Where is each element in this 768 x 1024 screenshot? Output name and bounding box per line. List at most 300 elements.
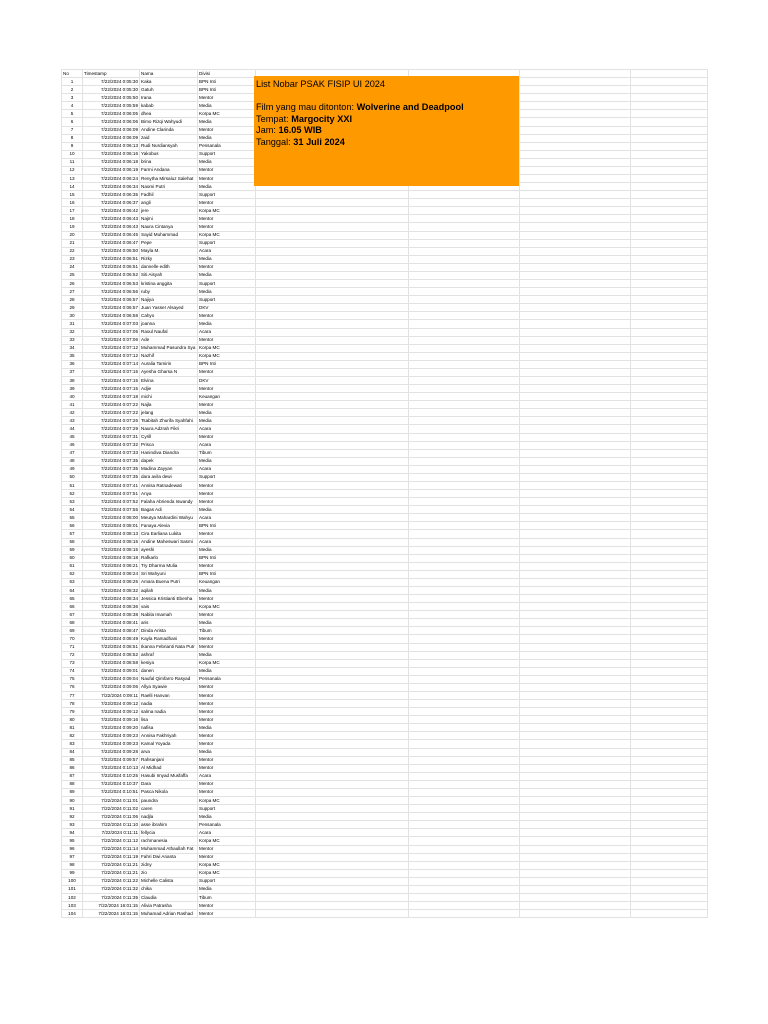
cell-nama[interactable]: kristina anggita	[140, 280, 198, 288]
cell-divisi[interactable]: Support	[198, 239, 256, 247]
cell-no[interactable]: 33	[62, 336, 83, 344]
cell-timestamp[interactable]: 7/22/2024 0:07:33	[83, 449, 140, 457]
cell-divisi[interactable]: Media	[198, 320, 256, 328]
empty-cell[interactable]	[520, 578, 631, 586]
cell-no[interactable]: 48	[62, 457, 83, 465]
cell-timestamp[interactable]: 7/22/2024 0:06:09	[83, 126, 140, 134]
cell-no[interactable]: 66	[62, 603, 83, 611]
empty-cell[interactable]	[631, 70, 708, 78]
empty-cell[interactable]	[631, 393, 708, 401]
cell-timestamp[interactable]: 7/22/2024 0:06:24	[83, 175, 140, 183]
empty-cell[interactable]	[256, 401, 409, 409]
empty-cell[interactable]	[256, 845, 409, 853]
empty-cell[interactable]	[631, 142, 708, 150]
empty-cell[interactable]	[409, 885, 520, 893]
cell-divisi[interactable]: Tibum	[198, 449, 256, 457]
cell-no[interactable]: 81	[62, 724, 83, 732]
cell-nama[interactable]: paundra	[140, 797, 198, 805]
empty-cell[interactable]	[256, 603, 409, 611]
empty-cell[interactable]	[256, 659, 409, 667]
empty-cell[interactable]	[409, 481, 520, 489]
cell-divisi[interactable]: Mentor	[198, 385, 256, 393]
cell-no[interactable]: 35	[62, 352, 83, 360]
cell-no[interactable]: 67	[62, 611, 83, 619]
cell-nama[interactable]: lisa	[140, 716, 198, 724]
empty-cell[interactable]	[256, 683, 409, 691]
empty-cell[interactable]	[520, 675, 631, 683]
empty-cell[interactable]	[256, 352, 409, 360]
cell-nama[interactable]: vais	[140, 603, 198, 611]
empty-cell[interactable]	[520, 126, 631, 134]
empty-cell[interactable]	[520, 643, 631, 651]
cell-timestamp[interactable]: 7/22/2024 0:07:06	[83, 336, 140, 344]
cell-timestamp[interactable]: 7/22/2024 0:07:41	[83, 481, 140, 489]
empty-cell[interactable]	[631, 780, 708, 788]
cell-timestamp[interactable]: 7/22/2024 0:11:14	[83, 845, 140, 853]
cell-nama[interactable]: Bimo Rizqi Wahyudi	[140, 118, 198, 126]
empty-cell[interactable]	[409, 619, 520, 627]
empty-cell[interactable]	[409, 207, 520, 215]
cell-timestamp[interactable]: 7/22/2024 0:06:34	[83, 183, 140, 191]
cell-timestamp[interactable]: 7/22/2024 0:05:30	[83, 86, 140, 94]
cell-timestamp[interactable]: 7/22/2024 0:10:13	[83, 764, 140, 772]
empty-cell[interactable]	[520, 175, 631, 183]
cell-nama[interactable]: Cyrill	[140, 433, 198, 441]
empty-cell[interactable]	[256, 393, 409, 401]
cell-nama[interactable]: dannelle edith	[140, 263, 198, 271]
empty-cell[interactable]	[256, 651, 409, 659]
cell-no[interactable]: 71	[62, 643, 83, 651]
cell-divisi[interactable]: Mentor	[198, 788, 256, 796]
empty-cell[interactable]	[409, 578, 520, 586]
empty-cell[interactable]	[409, 473, 520, 481]
empty-cell[interactable]	[409, 788, 520, 796]
empty-cell[interactable]	[631, 667, 708, 675]
empty-cell[interactable]	[409, 797, 520, 805]
empty-cell[interactable]	[631, 732, 708, 740]
empty-cell[interactable]	[631, 570, 708, 578]
empty-cell[interactable]	[256, 368, 409, 376]
cell-no[interactable]: 96	[62, 845, 83, 853]
empty-cell[interactable]	[631, 805, 708, 813]
empty-cell[interactable]	[409, 304, 520, 312]
cell-no[interactable]: 29	[62, 304, 83, 312]
cell-no[interactable]: 6	[62, 118, 83, 126]
cell-nama[interactable]: Sayid Muhammad	[140, 231, 198, 239]
cell-nama[interactable]: Rizky	[140, 255, 198, 263]
empty-cell[interactable]	[256, 223, 409, 231]
cell-nama[interactable]: Rudi Nurdiansyah	[140, 142, 198, 150]
cell-nama[interactable]: Tsabitah Zhurifa Syahfahi	[140, 417, 198, 425]
empty-cell[interactable]	[256, 498, 409, 506]
empty-cell[interactable]	[520, 207, 631, 215]
empty-cell[interactable]	[256, 312, 409, 320]
cell-divisi[interactable]: Acara	[198, 772, 256, 780]
cell-nama[interactable]: ruby	[140, 288, 198, 296]
cell-divisi[interactable]: Korpa MC	[198, 603, 256, 611]
empty-cell[interactable]	[256, 296, 409, 304]
cell-nama[interactable]: Anya	[140, 490, 198, 498]
empty-cell[interactable]	[631, 376, 708, 384]
empty-cell[interactable]	[631, 449, 708, 457]
cell-timestamp[interactable]: 7/22/2024 0:06:43	[83, 223, 140, 231]
cell-nama[interactable]: Hasubi Imyad Musfaffa	[140, 772, 198, 780]
empty-cell[interactable]	[520, 94, 631, 102]
cell-nama[interactable]: ayeshi	[140, 546, 198, 554]
cell-timestamp[interactable]: 7/22/2024 0:08:13	[83, 530, 140, 538]
empty-cell[interactable]	[631, 433, 708, 441]
cell-no[interactable]: 61	[62, 562, 83, 570]
cell-divisi[interactable]: Mentor	[198, 643, 256, 651]
empty-cell[interactable]	[631, 853, 708, 861]
empty-cell[interactable]	[520, 490, 631, 498]
empty-cell[interactable]	[409, 465, 520, 473]
cell-nama[interactable]: Annisa Ratnadewati	[140, 481, 198, 489]
cell-timestamp[interactable]: 7/22/2024 0:06:53	[83, 280, 140, 288]
empty-cell[interactable]	[256, 409, 409, 417]
empty-cell[interactable]	[520, 320, 631, 328]
cell-divisi[interactable]: Mentor	[198, 902, 256, 910]
cell-timestamp[interactable]: 7/22/2024 0:09:12	[83, 708, 140, 716]
empty-cell[interactable]	[409, 393, 520, 401]
cell-timestamp[interactable]: 7/22/2024 0:11:06	[83, 813, 140, 821]
cell-divisi[interactable]: Media	[198, 813, 256, 821]
cell-no[interactable]: 73	[62, 659, 83, 667]
cell-divisi[interactable]: Mentor	[198, 94, 256, 102]
cell-timestamp[interactable]: 7/22/2024 0:07:15	[83, 368, 140, 376]
empty-cell[interactable]	[256, 360, 409, 368]
empty-cell[interactable]	[520, 433, 631, 441]
cell-timestamp[interactable]: 7/22/2024 0:06:51	[83, 255, 140, 263]
empty-cell[interactable]	[256, 619, 409, 627]
cell-timestamp[interactable]: 7/22/2024 0:08:49	[83, 635, 140, 643]
empty-cell[interactable]	[409, 320, 520, 328]
cell-nama[interactable]: zio	[140, 869, 198, 877]
empty-cell[interactable]	[520, 877, 631, 885]
empty-cell[interactable]	[409, 635, 520, 643]
empty-cell[interactable]	[409, 385, 520, 393]
empty-cell[interactable]	[631, 821, 708, 829]
cell-divisi[interactable]: Media	[198, 651, 256, 659]
cell-no[interactable]: 93	[62, 821, 83, 829]
empty-cell[interactable]	[520, 271, 631, 279]
cell-no[interactable]: 69	[62, 627, 83, 635]
cell-nama[interactable]: Siti Aisyah	[140, 271, 198, 279]
cell-divisi[interactable]: Mentor	[198, 490, 256, 498]
empty-cell[interactable]	[520, 223, 631, 231]
cell-nama[interactable]: Michelle Calista	[140, 877, 198, 885]
cell-nama[interactable]: Najla	[140, 401, 198, 409]
cell-nama[interactable]: Dara	[140, 780, 198, 788]
cell-nama[interactable]: Najmi	[140, 215, 198, 223]
cell-divisi[interactable]: Korpa MC	[198, 797, 256, 805]
empty-cell[interactable]	[256, 465, 409, 473]
cell-no[interactable]: 16	[62, 199, 83, 207]
cell-nama[interactable]: Andine Clarinda	[140, 126, 198, 134]
empty-cell[interactable]	[409, 651, 520, 659]
empty-cell[interactable]	[631, 223, 708, 231]
cell-divisi[interactable]: Mentor	[198, 692, 256, 700]
cell-no[interactable]: 68	[62, 619, 83, 627]
empty-cell[interactable]	[631, 902, 708, 910]
empty-cell[interactable]	[520, 772, 631, 780]
cell-no[interactable]: 46	[62, 441, 83, 449]
empty-cell[interactable]	[409, 368, 520, 376]
empty-cell[interactable]	[520, 481, 631, 489]
cell-divisi[interactable]: Support	[198, 296, 256, 304]
cell-nama[interactable]: Kayla Ramadhani	[140, 635, 198, 643]
cell-no[interactable]: 74	[62, 667, 83, 675]
empty-cell[interactable]	[520, 473, 631, 481]
cell-divisi[interactable]: Mentor	[198, 215, 256, 223]
cell-timestamp[interactable]: 7/22/2024 0:06:13	[83, 142, 140, 150]
cell-divisi[interactable]: Tibum	[198, 893, 256, 901]
empty-cell[interactable]	[256, 627, 409, 635]
empty-cell[interactable]	[631, 797, 708, 805]
empty-cell[interactable]	[256, 562, 409, 570]
empty-cell[interactable]	[631, 183, 708, 191]
cell-timestamp[interactable]: 7/22/2024 0:09:23	[83, 732, 140, 740]
empty-cell[interactable]	[631, 813, 708, 821]
cell-no[interactable]: 54	[62, 506, 83, 514]
cell-divisi[interactable]: Media	[198, 506, 256, 514]
empty-cell[interactable]	[631, 199, 708, 207]
empty-cell[interactable]	[631, 635, 708, 643]
empty-cell[interactable]	[520, 708, 631, 716]
cell-nama[interactable]: Juan Yasser Alsayed	[140, 304, 198, 312]
empty-cell[interactable]	[409, 829, 520, 837]
empty-cell[interactable]	[520, 780, 631, 788]
empty-cell[interactable]	[409, 732, 520, 740]
cell-timestamp[interactable]: 7/22/2024 0:08:52	[83, 651, 140, 659]
cell-no[interactable]: 70	[62, 635, 83, 643]
cell-divisi[interactable]: Mentor	[198, 498, 256, 506]
empty-cell[interactable]	[520, 86, 631, 94]
cell-timestamp[interactable]: 7/22/2024 0:08:24	[83, 570, 140, 578]
empty-cell[interactable]	[631, 788, 708, 796]
empty-cell[interactable]	[256, 756, 409, 764]
empty-cell[interactable]	[409, 231, 520, 239]
cell-timestamp[interactable]: 7/22/2024 0:09:57	[83, 756, 140, 764]
empty-cell[interactable]	[631, 457, 708, 465]
cell-nama[interactable]: nadjla	[140, 813, 198, 821]
empty-cell[interactable]	[631, 175, 708, 183]
empty-cell[interactable]	[409, 490, 520, 498]
cell-divisi[interactable]: Media	[198, 724, 256, 732]
empty-cell[interactable]	[631, 118, 708, 126]
cell-divisi[interactable]: Korpa MC	[198, 110, 256, 118]
empty-cell[interactable]	[409, 328, 520, 336]
empty-cell[interactable]	[520, 263, 631, 271]
empty-cell[interactable]	[631, 498, 708, 506]
empty-cell[interactable]	[520, 756, 631, 764]
empty-cell[interactable]	[256, 805, 409, 813]
cell-no[interactable]: 89	[62, 788, 83, 796]
empty-cell[interactable]	[409, 530, 520, 538]
cell-divisi[interactable]: Mentor	[198, 401, 256, 409]
empty-cell[interactable]	[520, 821, 631, 829]
empty-cell[interactable]	[520, 748, 631, 756]
empty-cell[interactable]	[409, 700, 520, 708]
empty-cell[interactable]	[631, 910, 708, 918]
empty-cell[interactable]	[631, 740, 708, 748]
cell-timestamp[interactable]: 7/22/2024 0:07:05	[83, 328, 140, 336]
empty-cell[interactable]	[520, 368, 631, 376]
cell-nama[interactable]: Farmi Andana	[140, 166, 198, 174]
empty-cell[interactable]	[409, 667, 520, 675]
empty-cell[interactable]	[631, 126, 708, 134]
cell-nama[interactable]: arva	[140, 748, 198, 756]
empty-cell[interactable]	[520, 385, 631, 393]
cell-divisi[interactable]: Media	[198, 134, 256, 142]
empty-cell[interactable]	[256, 740, 409, 748]
cell-no[interactable]: 38	[62, 376, 83, 384]
cell-timestamp[interactable]: 7/22/2024 0:07:51	[83, 490, 140, 498]
header-no[interactable]: No	[62, 70, 83, 78]
empty-cell[interactable]	[409, 643, 520, 651]
cell-divisi[interactable]: Acara	[198, 441, 256, 449]
cell-divisi[interactable]: Media	[198, 457, 256, 465]
cell-divisi[interactable]: Mentor	[198, 312, 256, 320]
empty-cell[interactable]	[520, 142, 631, 150]
cell-nama[interactable]: jelang	[140, 409, 198, 417]
cell-nama[interactable]: Claudia	[140, 893, 198, 901]
empty-cell[interactable]	[631, 78, 708, 86]
empty-cell[interactable]	[631, 522, 708, 530]
empty-cell[interactable]	[631, 481, 708, 489]
cell-divisi[interactable]: Mentor	[198, 700, 256, 708]
cell-no[interactable]: 22	[62, 247, 83, 255]
empty-cell[interactable]	[256, 425, 409, 433]
cell-timestamp[interactable]: 7/22/2024 0:09:23	[83, 740, 140, 748]
cell-nama[interactable]: Bagas Adi	[140, 506, 198, 514]
cell-divisi[interactable]: Mentor	[198, 530, 256, 538]
empty-cell[interactable]	[631, 441, 708, 449]
empty-cell[interactable]	[520, 554, 631, 562]
cell-timestamp[interactable]: 7/22/2024 0:08:36	[83, 603, 140, 611]
empty-cell[interactable]	[520, 692, 631, 700]
empty-cell[interactable]	[409, 692, 520, 700]
empty-cell[interactable]	[409, 595, 520, 603]
cell-nama[interactable]: Cahyo	[140, 312, 198, 320]
empty-cell[interactable]	[520, 498, 631, 506]
empty-cell[interactable]	[631, 94, 708, 102]
cell-nama[interactable]: Muhamad Adrian Rashad	[140, 910, 198, 918]
cell-divisi[interactable]: Korpa MC	[198, 659, 256, 667]
cell-timestamp[interactable]: 7/22/2024 0:07:15	[83, 376, 140, 384]
cell-divisi[interactable]: Media	[198, 409, 256, 417]
cell-no[interactable]: 104	[62, 910, 83, 918]
cell-nama[interactable]: Muhammad Pasundra Sya	[140, 344, 198, 352]
cell-divisi[interactable]: BPN Inti	[198, 554, 256, 562]
cell-no[interactable]: 32	[62, 328, 83, 336]
cell-timestamp[interactable]: 7/22/2024 0:06:50	[83, 247, 140, 255]
empty-cell[interactable]	[631, 417, 708, 425]
cell-divisi[interactable]: Mentor	[198, 166, 256, 174]
cell-divisi[interactable]: Media	[198, 619, 256, 627]
cell-no[interactable]: 15	[62, 191, 83, 199]
cell-no[interactable]: 19	[62, 223, 83, 231]
empty-cell[interactable]	[631, 473, 708, 481]
empty-cell[interactable]	[520, 740, 631, 748]
empty-cell[interactable]	[409, 659, 520, 667]
empty-cell[interactable]	[409, 570, 520, 578]
empty-cell[interactable]	[631, 700, 708, 708]
cell-nama[interactable]: Allya Syawie	[140, 683, 198, 691]
cell-nama[interactable]: Al Midhad	[140, 764, 198, 772]
empty-cell[interactable]	[409, 869, 520, 877]
cell-nama[interactable]: Kamal Yoyada	[140, 740, 198, 748]
cell-timestamp[interactable]: 7/22/2024 0:09:12	[83, 700, 140, 708]
cell-divisi[interactable]: BPN Inti	[198, 86, 256, 94]
cell-divisi[interactable]: DKV	[198, 376, 256, 384]
empty-cell[interactable]	[256, 716, 409, 724]
empty-cell[interactable]	[520, 506, 631, 514]
empty-cell[interactable]	[631, 86, 708, 94]
cell-no[interactable]: 88	[62, 780, 83, 788]
empty-cell[interactable]	[520, 150, 631, 158]
empty-cell[interactable]	[520, 611, 631, 619]
cell-nama[interactable]: Naomi Putri	[140, 183, 198, 191]
empty-cell[interactable]	[520, 562, 631, 570]
cell-divisi[interactable]: Media	[198, 183, 256, 191]
empty-cell[interactable]	[409, 199, 520, 207]
cell-no[interactable]: 27	[62, 288, 83, 296]
empty-cell[interactable]	[631, 134, 708, 142]
empty-cell[interactable]	[409, 587, 520, 595]
cell-no[interactable]: 84	[62, 748, 83, 756]
cell-divisi[interactable]: Mentor	[198, 635, 256, 643]
empty-cell[interactable]	[409, 441, 520, 449]
cell-no[interactable]: 65	[62, 595, 83, 603]
empty-cell[interactable]	[256, 263, 409, 271]
empty-cell[interactable]	[631, 304, 708, 312]
empty-cell[interactable]	[409, 716, 520, 724]
cell-no[interactable]: 97	[62, 853, 83, 861]
cell-timestamp[interactable]: 7/22/2024 0:08:32	[83, 587, 140, 595]
empty-cell[interactable]	[409, 764, 520, 772]
empty-cell[interactable]	[520, 465, 631, 473]
empty-cell[interactable]	[520, 514, 631, 522]
cell-nama[interactable]: Sri Wahyuni	[140, 570, 198, 578]
cell-timestamp[interactable]: 7/22/2024 16:01:15	[83, 910, 140, 918]
empty-cell[interactable]	[256, 417, 409, 425]
empty-cell[interactable]	[520, 683, 631, 691]
cell-nama[interactable]: Rahsanjani	[140, 756, 198, 764]
empty-cell[interactable]	[256, 708, 409, 716]
cell-divisi[interactable]: Pensanala	[198, 675, 256, 683]
cell-timestamp[interactable]: 7/22/2024 0:07:55	[83, 506, 140, 514]
cell-divisi[interactable]: Acara	[198, 328, 256, 336]
cell-divisi[interactable]: Korpa MC	[198, 207, 256, 215]
cell-timestamp[interactable]: 7/22/2024 0:11:32	[83, 885, 140, 893]
empty-cell[interactable]	[256, 748, 409, 756]
empty-cell[interactable]	[520, 255, 631, 263]
empty-cell[interactable]	[631, 651, 708, 659]
empty-cell[interactable]	[520, 393, 631, 401]
cell-divisi[interactable]: Mentor	[198, 368, 256, 376]
empty-cell[interactable]	[520, 635, 631, 643]
cell-nama[interactable]: Renytha Mirsaluz Salehat	[140, 175, 198, 183]
cell-no[interactable]: 7	[62, 126, 83, 134]
empty-cell[interactable]	[256, 231, 409, 239]
empty-cell[interactable]	[520, 328, 631, 336]
empty-cell[interactable]	[520, 522, 631, 530]
empty-cell[interactable]	[256, 797, 409, 805]
cell-nama[interactable]: Falaha Abrienda Iswandy	[140, 498, 198, 506]
cell-divisi[interactable]: Mentor	[198, 611, 256, 619]
cell-divisi[interactable]: Support	[198, 473, 256, 481]
